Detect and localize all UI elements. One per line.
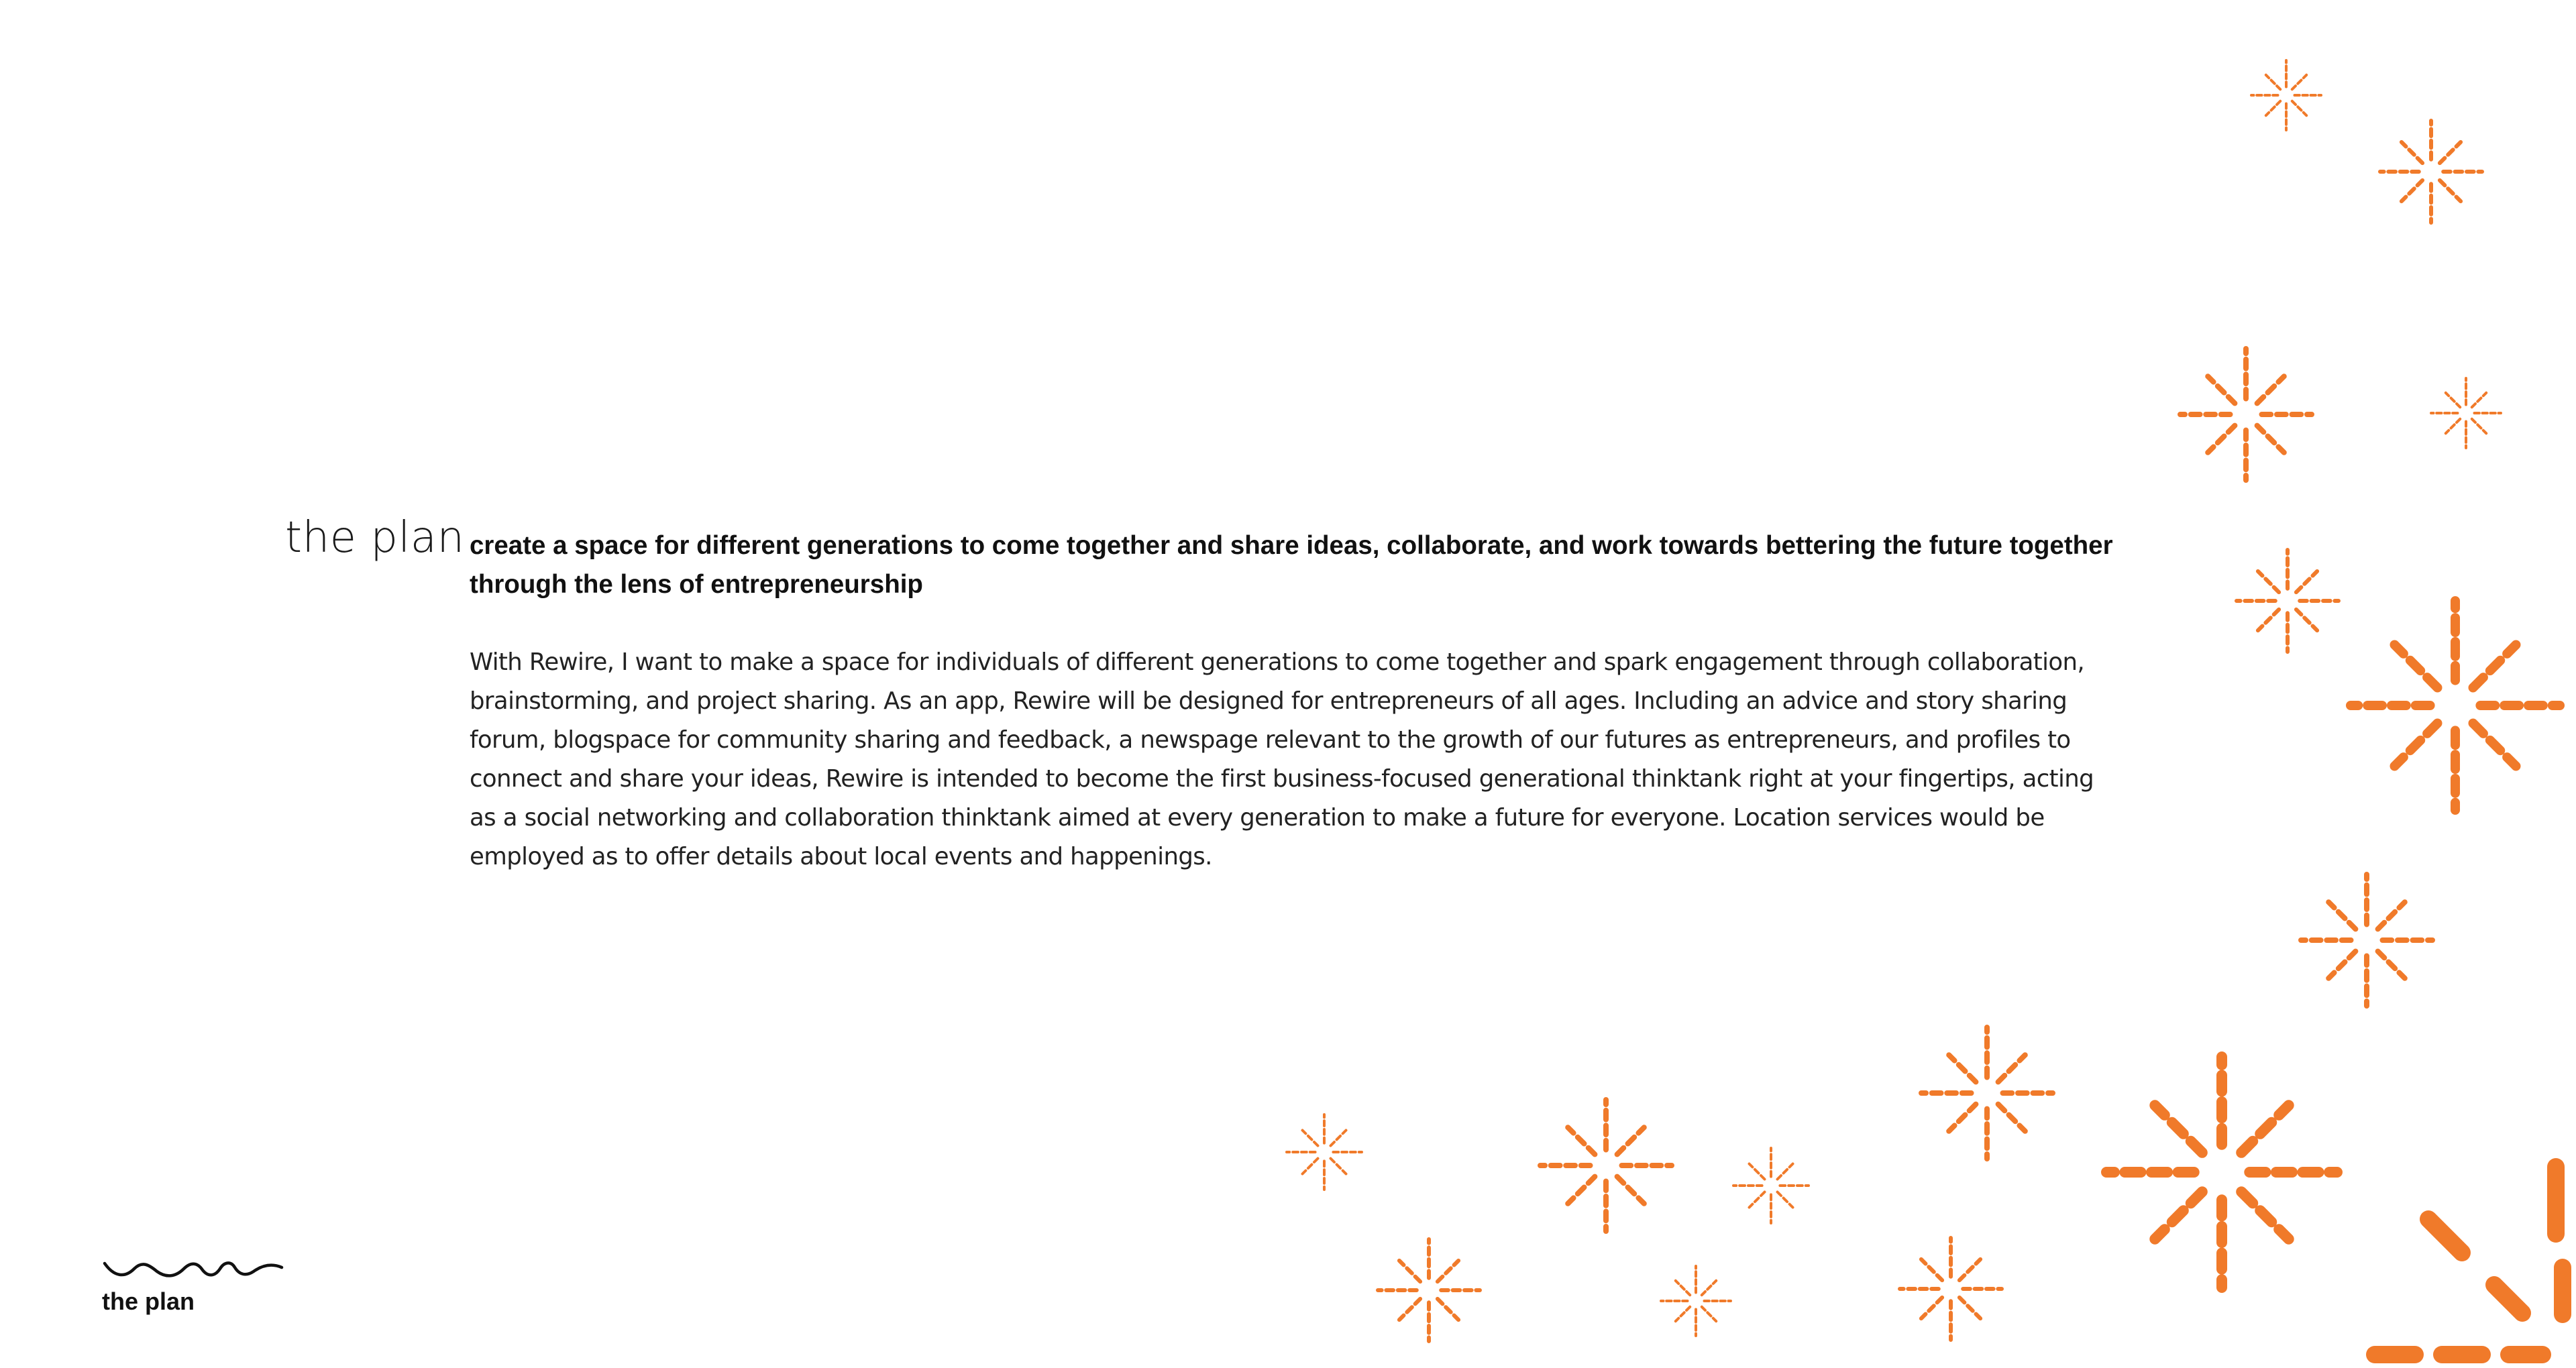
sparkle-burst-icon (1540, 1100, 1672, 1231)
sparkle-ray (2473, 645, 2516, 688)
sparkle-ray (2296, 610, 2317, 630)
page-body: With Rewire, I want to make a space for individuals of different generations to come together and spark engagement through collaboration, brainstorming, and project sharing. As an app, Rewire will be designed for entrepreneurs of all ages. Including an advice and story sharing forum, blogspace for community sharing and feedback, a newspage relevant to the growth of our futures as entrepreneurs, and profiles to connect and share your ideas, Rewire is intended to become the first business-focused generational thinktank right at your fingertips, acting as a social networking and collaboration thinktank aimed at every generation to make a future for everyone. Location services would be employed as to offer details about local events and happenings. (470, 648, 2094, 870)
sparkle-ray (1568, 1127, 1595, 1154)
sparkle-burst-icon (1900, 1238, 2002, 1340)
page-title: the plan (285, 513, 465, 563)
sparkle-ray (2428, 1219, 2462, 1253)
sparkle-burst-icon (2251, 60, 2321, 130)
sparkle-ray (2402, 142, 2422, 163)
sparkle-ray (2257, 426, 2284, 453)
sparkle-burst-icon (1661, 1266, 1731, 1336)
sparkle-ray (2440, 142, 2461, 163)
sparkle-ray (2292, 101, 2306, 115)
sparkle-ray (2446, 393, 2460, 407)
sparkle-burst-icon (2380, 121, 2482, 223)
sparkle-ray (1399, 1261, 1420, 1281)
sparkle-ray (2258, 571, 2279, 592)
sparkle-ray (1960, 1298, 1980, 1318)
sparkle-burst-icon (1378, 1239, 1480, 1341)
sparkle-ray (2402, 180, 2422, 201)
sparkle-ray (2155, 1105, 2202, 1153)
sparkle-ray (1617, 1177, 1644, 1204)
sparkle-ray (2378, 902, 2405, 929)
sparkle-ray (2208, 376, 2235, 403)
footer (102, 1254, 284, 1316)
sparkle-ray (1331, 1159, 1346, 1174)
sparkle-ray (2440, 180, 2461, 201)
sparkle-ray (1303, 1131, 1318, 1146)
sparkle-ray (1676, 1307, 1690, 1321)
sparkle-ray (2292, 75, 2306, 89)
sparkle-ray (1949, 1055, 1976, 1082)
sparkle-burst-icon (2237, 550, 2339, 652)
sparkle-ray (2328, 902, 2355, 929)
sparkle-ray (1921, 1259, 1942, 1280)
sparkle-ray (2241, 1105, 2289, 1153)
sparkle-ray (1617, 1127, 1644, 1154)
sparkle-ray (2473, 724, 2516, 766)
sparkle-ray (2378, 952, 2405, 978)
sparkle-burst-icon (2180, 349, 2312, 480)
sparkle-ray (2155, 1192, 2202, 1239)
sparkle-ray (1438, 1299, 1458, 1320)
sparkle-ray (2472, 419, 2486, 433)
sparkle-ray (2258, 610, 2279, 630)
sparkle-ray (2395, 724, 2438, 766)
sparkle-ray (1399, 1299, 1420, 1320)
sparkle-ray (1568, 1177, 1595, 1204)
sparkle-ray (2208, 426, 2235, 453)
sparkle-ray (1778, 1164, 1793, 1180)
sparkle-burst-icon (1733, 1148, 1809, 1223)
sparkle-ray (2446, 419, 2460, 433)
sparkle-burst-icon (2106, 1057, 2337, 1288)
sparkle-ray (2266, 101, 2280, 115)
page-subtitle: create a space for different generations to come together and share ideas, collaborate, and work towards bettering the future together through the lens of entrepreneurship (470, 531, 2113, 599)
sparkle-ray (2472, 393, 2486, 407)
sparkle-ray (2395, 645, 2438, 688)
sparkle-burst-icon (1287, 1115, 1362, 1190)
sparkle-ray (1921, 1298, 1942, 1318)
sparkle-ray (1778, 1192, 1793, 1208)
sparkle-ray (1676, 1281, 1690, 1295)
sparkle-ray (2257, 376, 2284, 403)
sparkle-ray (1949, 1104, 1976, 1131)
main-content (470, 526, 2113, 876)
sparkle-ray (2266, 75, 2280, 89)
sparkle-ray (1960, 1259, 1980, 1280)
sparkle-burst-icon (1921, 1027, 2053, 1159)
sparkle-ray (2494, 1285, 2522, 1313)
footer-label: the plan (102, 1288, 195, 1315)
sparkle-ray (1750, 1192, 1765, 1208)
sparkle-ray (1438, 1261, 1458, 1281)
sparkle-ray (1702, 1307, 1716, 1321)
sparkle-ray (2241, 1192, 2289, 1239)
sparkle-burst-icon (2301, 874, 2432, 1006)
sparkle-ray (1331, 1131, 1346, 1146)
sparkle-burst-icon (2351, 601, 2560, 810)
sparkle-ray (1750, 1164, 1765, 1180)
sparkle-ray (1702, 1281, 1716, 1295)
sparkle-burst-icon (2375, 1167, 2563, 1355)
sparkle-ray (2328, 952, 2355, 978)
sparkle-ray (1998, 1104, 2025, 1131)
sparkle-ray (2296, 571, 2317, 592)
sparkle-ray (1998, 1055, 2025, 1082)
sparkle-burst-icon (2431, 378, 2501, 448)
wave-signature-icon (102, 1254, 284, 1282)
sparkle-ray (1303, 1159, 1318, 1174)
